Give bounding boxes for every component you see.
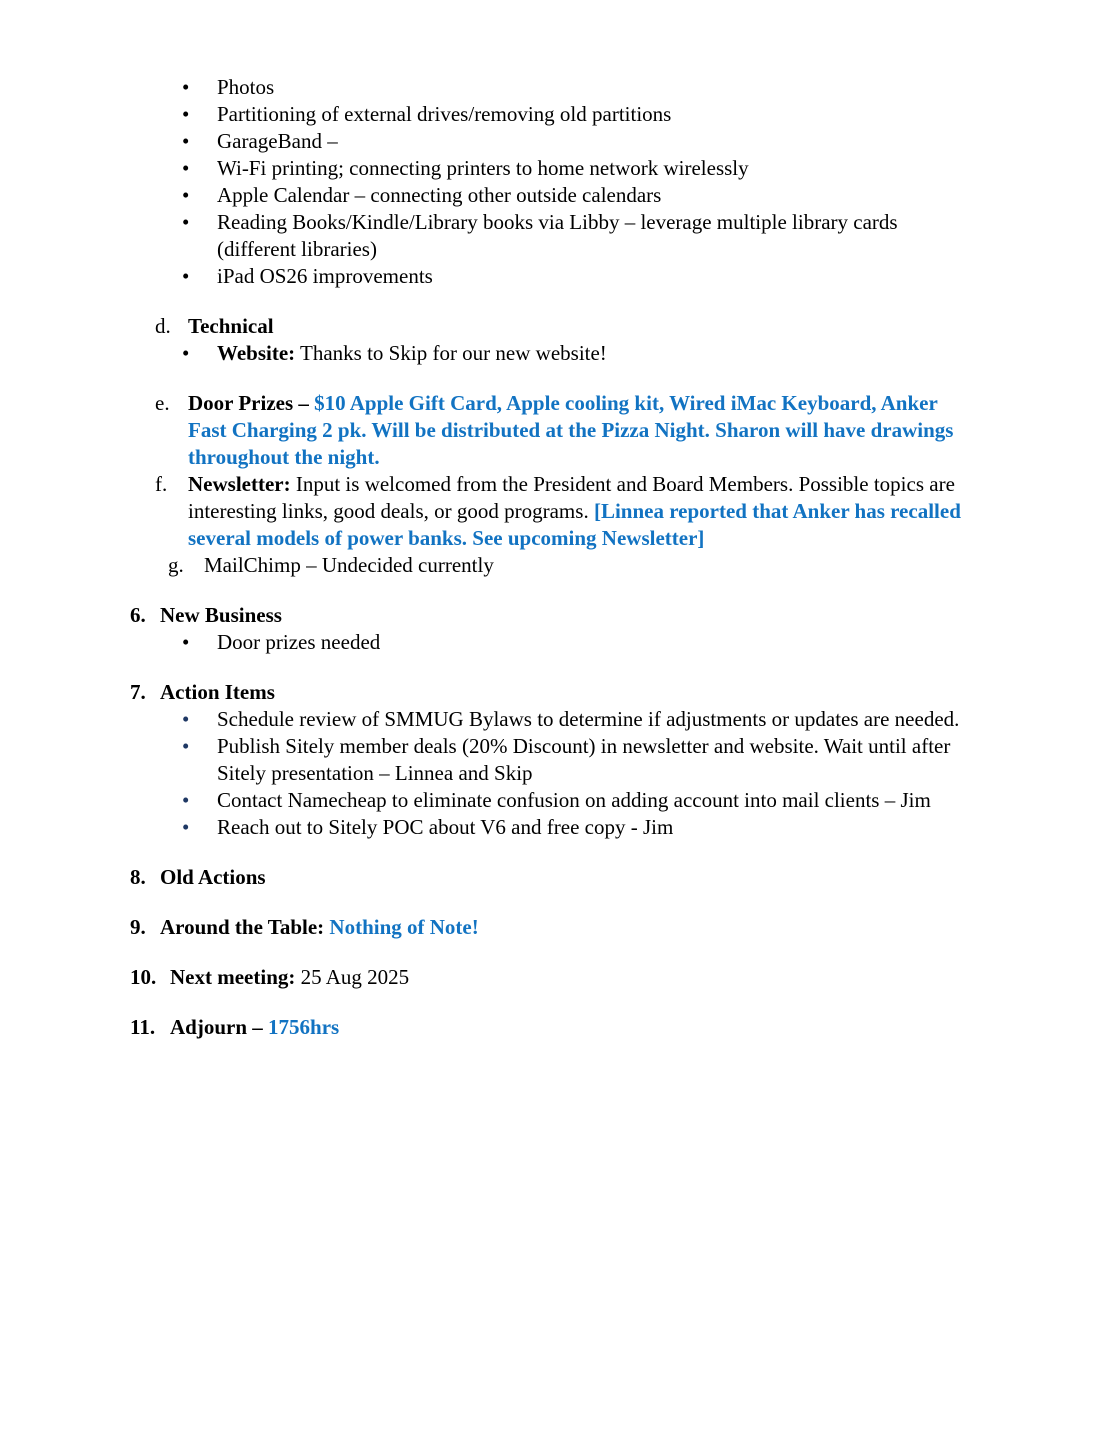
list-item — [182, 263, 977, 290]
outline-item-e-door-prizes — [155, 390, 977, 471]
around-table-label: Around the Table: — [160, 915, 325, 939]
list-item — [182, 629, 977, 656]
next-meeting-label: Next meeting: — [170, 965, 296, 989]
section-title: New Business — [160, 603, 282, 627]
section-title: Action Items — [160, 680, 275, 704]
list-item — [182, 101, 977, 128]
website-note: Thanks to Skip for our new website! — [295, 341, 607, 365]
list-item — [182, 209, 977, 263]
section-title-line — [170, 1014, 977, 1041]
action-item — [182, 787, 977, 814]
newsletter-recall-note: [Linnea reported that Anker has recalled several models of power banks. See upcoming Newsletter] — [188, 499, 961, 550]
list-item-text: Photos — [217, 75, 275, 99]
bullet-icon: • — [182, 341, 190, 365]
outline-item-text — [188, 390, 977, 471]
section-title-line — [160, 914, 977, 941]
outline-letter: e. — [155, 391, 170, 415]
section-number: 8. — [130, 865, 146, 889]
website-label: Website: — [217, 341, 296, 365]
outline-letter: f. — [155, 472, 168, 496]
section-number: 7. — [130, 680, 146, 704]
section-title: Old Actions — [160, 865, 266, 889]
adjourn-label: Adjourn – — [170, 1015, 269, 1039]
section-number: 11. — [130, 1015, 156, 1039]
list-item — [182, 155, 977, 182]
outline-item-title: Technical — [188, 314, 274, 338]
section-heading-new-business — [130, 602, 977, 629]
outline-item-d-technical — [155, 313, 977, 340]
bullet-icon: • — [182, 734, 190, 758]
action-item — [182, 814, 977, 841]
section-heading-adjourn — [130, 1014, 977, 1041]
list-item — [182, 128, 977, 155]
action-item — [182, 706, 977, 733]
list-item-text: Apple Calendar – connecting other outside calendars — [217, 183, 662, 207]
outline-item-g-mailchimp — [168, 552, 977, 579]
bullet-icon: • — [182, 210, 190, 234]
list-item-text: Wi-Fi printing; connecting printers to home network wirelessly — [217, 156, 749, 180]
section-number: 6. — [130, 603, 146, 627]
outline-item-text: MailChimp – Undecided currently — [204, 553, 494, 577]
around-table-note: Nothing of Note! — [324, 915, 479, 939]
bullet-icon: • — [182, 129, 190, 153]
list-item-text: Partitioning of external drives/removing old partitions — [217, 102, 672, 126]
next-meeting-date: 25 Aug 2025 — [295, 965, 410, 989]
door-prizes-detail: $10 Apple Gift Card, Apple cooling kit, Wired iMac Keyboard, Anker Fast Charging 2 pk. Will be distributed at the Pizza Night. Sharon will have drawings throughout the night. — [188, 391, 954, 469]
action-item-text: Reach out to Sitely POC about V6 and free copy - Jim — [217, 815, 674, 839]
bullet-icon: • — [182, 815, 190, 839]
list-item-text: Door prizes needed — [217, 630, 381, 654]
outline-item-text — [188, 471, 977, 552]
bullet-icon: • — [182, 788, 190, 812]
section-heading-old-actions — [130, 864, 977, 891]
door-prizes-label: Door Prizes – — [188, 391, 315, 415]
bullet-icon: • — [182, 75, 190, 99]
bullet-icon: • — [182, 183, 190, 207]
newsletter-note: Input is welcomed from the President and Board Members. Possible topics are interesting links, good deals, or good programs. — [188, 472, 955, 523]
section-title-line — [170, 964, 977, 991]
outline-letter: g. — [168, 553, 184, 577]
list-item — [182, 74, 977, 101]
bullet-icon: • — [182, 264, 190, 288]
outline-item-f-newsletter — [155, 471, 977, 552]
action-item-text: Publish Sitely member deals (20% Discount) in newsletter and website. Wait until after Sitely presentation – Linnea and Skip — [217, 734, 951, 785]
list-item-website — [182, 340, 977, 367]
list-item-text: iPad OS26 improvements — [217, 264, 433, 288]
action-item — [182, 733, 977, 787]
list-item-text: GarageBand – — [217, 129, 338, 153]
section-heading-next-meeting — [130, 964, 977, 991]
bullet-icon: • — [182, 102, 190, 126]
action-item-text: Contact Namecheap to eliminate confusion on adding account into mail clients – Jim — [217, 788, 931, 812]
bullet-icon: • — [182, 630, 190, 654]
list-item-text: Reading Books/Kindle/Library books via Libby – leverage multiple library cards (different libraries) — [217, 210, 898, 261]
list-item — [182, 182, 977, 209]
adjourn-time: 1756hrs — [268, 1015, 340, 1039]
section-number: 9. — [130, 915, 146, 939]
section-heading-around-the-table — [130, 914, 977, 941]
section-number: 10. — [130, 965, 157, 989]
bullet-icon: • — [182, 156, 190, 180]
list-item-text — [217, 340, 977, 367]
action-item-text: Schedule review of SMMUG Bylaws to determine if adjustments or updates are needed. — [217, 707, 960, 731]
newsletter-label: Newsletter: — [188, 472, 291, 496]
outline-letter: d. — [155, 314, 171, 338]
section-heading-action-items — [130, 679, 977, 706]
bullet-icon: • — [182, 707, 190, 731]
